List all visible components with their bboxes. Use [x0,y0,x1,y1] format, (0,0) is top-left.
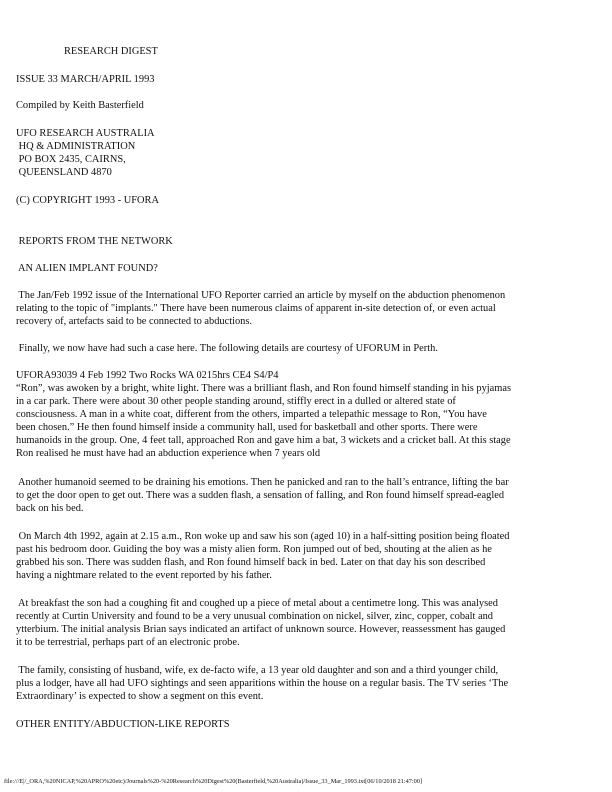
text-line: Another humanoid seemed to be draining his emotions. Then he panicked and ran to the hall’s entrance, lifting the bar [16,477,509,488]
text-line: grabbed his son. There was sudden flash, and Ron found himself back in bed. Later on that day his son described [16,557,486,568]
text-line: to get the door open to get out. There was a sudden flash, a sensation of falling, and Ron found himself spread-eagled [16,490,505,501]
paragraph-intro [16,289,608,328]
compiled-by-line: Compiled by Keith Basterfield [16,100,144,111]
text-line: past his bedroom door. Guiding the boy was a misty alien form. Ron jumped out of bed, shouting at the alien as he [16,544,492,555]
copyright-line: (C) COPYRIGHT 1993 - UFORA [16,195,159,206]
section-heading: REPORTS FROM THE NETWORK [16,236,173,247]
text-line: humanoids in the group. One, 4 feet tall, approached Ron and gave him a bat, 3 wickets and a cricket ball. At this stage [16,435,511,446]
address-line-hq: HQ & ADMINISTRATION [16,141,136,152]
paragraph-courtesy [16,342,608,355]
text-line: having a nightmare related to the event reported by his father. [16,570,272,581]
text-line: been chosen.” He then found himself inside a community hall, used for basketball and other sports. There were [16,422,478,433]
text-line: Extraordinary’ is expected to show a segment on this event. [16,691,264,702]
paragraph-ron-account [16,382,608,460]
text-line: it to be terrestrial, perhaps part of an electronic probe. [16,637,240,648]
paragraph-family [16,664,608,703]
paragraph-humanoid [16,476,608,515]
text-line: The family, consisting of husband, wife, ex de-facto wife, a 13 year old daughter and son and a third younger child, [16,665,499,676]
text-line: ytterbium. The initial analysis Brian says indicated an artifact of unknown source. However, reassessment has gauged [16,624,506,635]
text-line: “Ron”, was awoken by a bright, white light. There was a brilliant flash, and Ron found himself standing in his pyjamas [16,383,512,394]
text-line: plus a lodger, have all had UFO sightings and seen apparitions within the house on a regular basis. The TV series ‘The [16,678,509,689]
case-reference: UFORA93039 4 Feb 1992 Two Rocks WA 0215hrs CE4 S4/P4 [16,370,279,381]
next-section-heading: OTHER ENTITY/ABDUCTION-LIKE REPORTS [16,719,230,730]
article-heading: AN ALIEN IMPLANT FOUND? [16,263,158,274]
text-line: consciousness. A man in a white coat, different from the others, imparted a telepathic message to Ron, “You have [16,409,487,420]
address-line-org: UFO RESEARCH AUSTRALIA [16,128,155,139]
text-line: On March 4th 1992, again at 2.15 a.m., Ron woke up and saw his son (aged 10) in a half-sitting position being floated [16,531,510,542]
paragraph-march-event [16,530,608,582]
issue-line: ISSUE 33 MARCH/APRIL 1993 [16,74,155,85]
text-line: At breakfast the son had a coughing fit and coughed up a piece of metal about a centimetre long. This was analysed [16,598,498,609]
text-line: The Jan/Feb 1992 issue of the International UFO Reporter carried an article by myself on the abduction phenomenon [16,290,506,301]
text-line: recovery of, artefacts said to be connected to abductions. [16,316,253,327]
text-line: back on his bed. [16,503,84,514]
text-line: Ron realised he must have had an abduction experience when 7 years old [16,448,321,459]
paragraph-metal-analysis [16,597,608,649]
text-line: in a car park. There were about 30 other people standing around, stiffly erect in a dulled or altered state of [16,396,456,407]
file-path-footer: file:///E|/_ORA,%20NICAP,%20APRO%20etc)/Journals%20-%20Research%20Digest%20(Basterfield,%20Australia)/Issue_33_Mar_1993.txt[06/10/2018 21:47:00] [4,778,423,785]
address-line-pobox: PO BOX 2435, CAIRNS, [16,154,126,165]
text-line: Finally, we now have had such a case here. The following details are courtesy of UFORUM in Perth. [16,343,438,354]
digest-title: RESEARCH DIGEST [64,46,158,57]
address-line-state: QUEENSLAND 4870 [16,167,112,178]
text-line: relating to the topic of "implants." There have been numerous claims of apparent in-site detection of, or even actual [16,303,496,314]
text-line: recently at Curtin University and found to be a very unusual combination on nickel, silver, zinc, copper, cobalt and [16,611,493,622]
